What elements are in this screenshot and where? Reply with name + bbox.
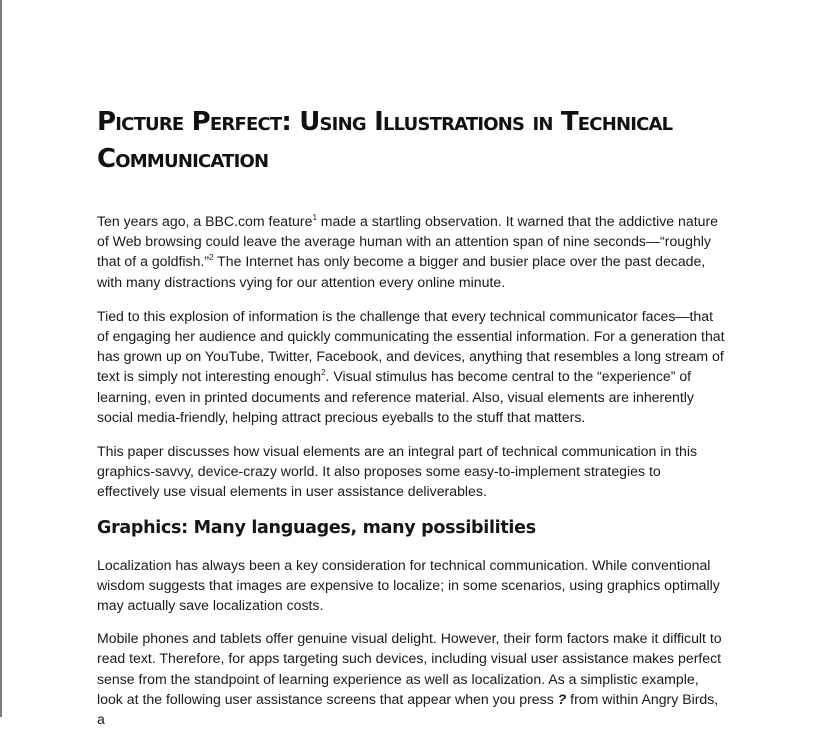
paragraph-paper-purpose: This paper discusses how visual elements are an integral part of technical communication in this graphics-savvy, device-crazy world. It also proposes some easy-to-implement strategies to effectively use visual elements in user assistance deliverables.	[97, 443, 698, 500]
paragraph-intro	[97, 211, 727, 292]
document-title	[97, 104, 727, 178]
title-line-1: Picture Perfect: Using Illustrations in Technical	[97, 107, 673, 137]
section-heading-graphics: Graphics: Many languages, many possibilities	[97, 517, 536, 538]
paragraph-information-explosion	[97, 306, 727, 427]
paragraph-2-text-a: Tied to this explosion of information is the challenge that every technical communicator faces—that of engaging her audience and quickly communicating the essential information. For a generation that has grown up on YouTube, Twitter, Facebook, and devices, anything that resembles a long stream of text is simply not interesting enough	[97, 307, 725, 385]
footnote-ref-2b: 2	[321, 368, 326, 378]
title-line-2: Communication	[97, 144, 269, 174]
help-symbol: ?	[557, 690, 567, 707]
paragraph-5-text-a: Mobile phones and tablets offer genuine visual delight. However, their form factors make it difficult to read text. Therefore, for apps targeting such devices, including visual user assistance makes perfect sense from the standpoint of learning experience as well as localization. As a simplistic example, look at the following user assistance screens that appear when you press	[97, 630, 722, 707]
paragraph-mobile	[97, 628, 727, 729]
page-left-edge	[0, 0, 2, 717]
paragraph-localization: Localization has always been a key consideration for technical communication. While conventional wisdom suggests that images are expensive to localize; in some scenarios, using graphics optimally may actually save localization costs.	[97, 556, 720, 614]
footnote-ref-1: 1	[312, 213, 317, 222]
paragraph-2-text-b: . Visual stimulus has become central to the “experience” of learning, even in printed documents and reference material. Also, visual elements are inherently social media-friendly, helping attract precious eyeballs to the stuff that matters.	[97, 368, 694, 425]
paragraph-intro-text-c: The Internet has only become a bigger and busier place over the past decade, with many distractions vying for our attention every online minute.	[97, 253, 706, 290]
paragraph-intro-text-a: Ten years ago, a BBC.com feature	[97, 213, 313, 229]
paragraph-intro-text-b: made a startling observation. It warned that the addictive nature of Web browsing could leave the average human with an attention span of nine seconds—“roughly that of a goldfish.”	[97, 213, 719, 270]
footnote-ref-2: 2	[209, 253, 214, 263]
document-page	[97, 104, 727, 729]
paragraph-5-text-b: from within Angry Birds, a	[97, 690, 719, 728]
